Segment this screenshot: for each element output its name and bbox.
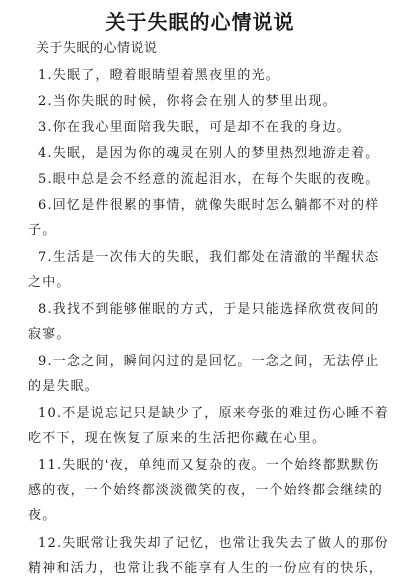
text-line-17: 感的夜，一个始终都淡淡微笑的夜，一个始终都会继续的 <box>28 483 384 498</box>
text-line-2: 2.当你失眠的时候，你将会在别人的梦里出现。 <box>38 94 337 109</box>
text-line-11: 寂寥。 <box>28 327 71 342</box>
text-line-7: 子。 <box>28 223 57 238</box>
text-line-14: 10.不是说忘记只是缺少了，原来夸张的难过伤心睡不着 <box>38 406 389 421</box>
document-title: 关于失眠的心情说说 <box>105 10 295 34</box>
text-line-12: 9.一念之间，瞬间闪过的是回忆。一念之间，无法停止 <box>38 354 380 369</box>
text-line-1: 1.失眠了，瞪着眼睛望着黑夜里的光。 <box>38 68 281 83</box>
text-line-20: 精神和活力，也常让我不能享有人生的一份应有的快乐， <box>28 561 384 576</box>
document-subtitle: 关于失眠的心情说说 <box>36 41 158 56</box>
text-line-10: 8.我找不到能够催眠的方式，于是只能选择欣赏夜间的 <box>38 302 380 317</box>
text-line-9: 之中。 <box>28 275 71 290</box>
text-line-5: 5.眼中总是会不经意的流起泪水，在每个失眠的夜晚。 <box>38 172 380 187</box>
text-line-18: 夜。 <box>28 508 57 523</box>
text-line-13: 的是失眠。 <box>28 379 100 394</box>
text-line-4: 4.失眠，是因为你的魂灵在别人的梦里热烈地游走着。 <box>38 146 380 161</box>
text-line-19: 12.失眠常让我失却了记忆，也常让我失去了做人的那份 <box>38 536 389 551</box>
text-line-3: 3.你在我心里面陪我失眠，可是却不在我的身边。 <box>38 120 352 135</box>
text-line-15: 吃不下，现在恢复了原来的生活把你藏在心里。 <box>28 431 327 446</box>
text-line-16: 11.失眠的'夜，单纯而又复杂的夜。一个始终都默默伤 <box>38 458 380 473</box>
text-line-6: 6.回忆是件很累的事情，就像失眠时怎么躺都不对的样 <box>38 198 380 213</box>
text-line-8: 7.生活是一次伟大的失眠，我们都处在清澈的半醒状态 <box>38 250 380 265</box>
